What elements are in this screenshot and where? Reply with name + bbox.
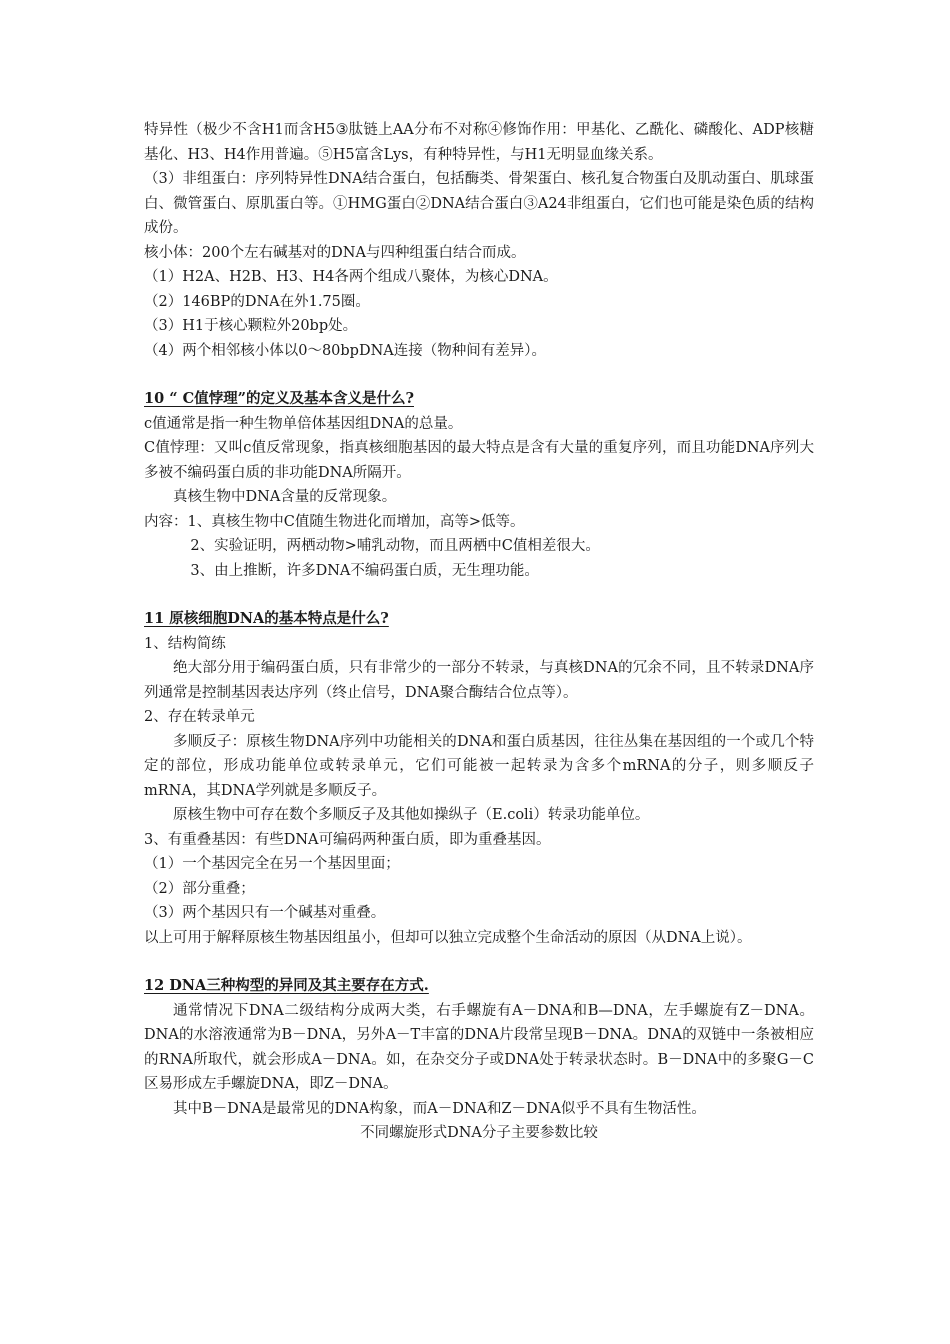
section-gap <box>144 583 814 607</box>
q10-paragraph: 内容：1、真核生物中C值随生物进化而增加，高等>低等。 <box>144 513 525 530</box>
q10-paragraph: C值悖理：又叫c值反常现象，指真核细胞基因的最大特点是含有大量的重复序列，而且功能DNA序列大多被不编码蛋白质的非功能DNA所隔开。 <box>144 440 814 481</box>
intro-line: （4）两个相邻核小体以0～80bpDNA连接（物种间有差异）。 <box>144 342 546 359</box>
q11-paragraph: 绝大部分用于编码蛋白质，只有非常少的一部分不转录，与真核DNA的冗余不同，且不转录DNA序列通常是控制基因表达序列（终止信号，DNA聚合酶结合位点等）。 <box>144 660 814 701</box>
q12-heading: 12 DNA三种构型的异同及其主要存在方式. <box>144 977 429 994</box>
intro-line: （2）146BP的DNA在外1.75圈。 <box>144 293 370 310</box>
q11-paragraph: 2、存在转录单元 <box>144 709 255 725</box>
q10-paragraph: c值通常是指一种生物单倍体基因组DNA的总量。 <box>144 415 463 432</box>
q11-paragraph: 1、结构简练 <box>144 635 226 652</box>
q11-paragraph: 以上可用于解释原核生物基因组虽小，但却可以独立完成整个生命活动的原因（从DNA上说）。 <box>144 929 752 946</box>
section-gap <box>144 363 814 387</box>
document-page <box>144 118 814 1146</box>
q11-paragraph: （2）部分重叠； <box>144 880 255 897</box>
intro-line: 核小体：200个左右碱基对的DNA与四种组蛋白结合而成。 <box>144 244 526 261</box>
q10-paragraph: 2、实验证明，两栖动物>哺乳动物，而且两栖中C值相差很大。 <box>190 538 600 554</box>
intro-line: （1）H2A、H2B、H3、H4各两个组成八聚体，为核心DNA。 <box>144 269 558 285</box>
q11-paragraph: 原核生物中可存在数个多顺反子及其他如操纵子（E.coli）转录功能单位。 <box>173 807 650 823</box>
intro-line: （3）H1于核心颗粒外20bp处。 <box>144 318 358 334</box>
q11-paragraph: （1）一个基因完全在另一个基因里面； <box>144 856 400 872</box>
q12-paragraph: 其中B－DNA是最常见的DNA构象，而A－DNA和Z－DNA似乎不具有生物活性。 <box>173 1100 706 1117</box>
intro-line: （3）非组蛋白：序列特异性DNA结合蛋白，包括酶类、骨架蛋白、核孔复合物蛋白及肌动蛋白、肌球蛋白、微管蛋白、原肌蛋白等。①HMG蛋白②DNA结合蛋白③A24非组蛋白，它们也可能是染色质的结构成份。 <box>144 171 814 236</box>
q11-paragraph: 多顺反子：原核生物DNA序列中功能相关的DNA和蛋白质基因，往往丛集在基因组的一个或几个特定的部位，形成功能单位或转录单元，它们可能被一起转录为含多个mRNA的分子，则多顺反子mRNA，其DNA学列就是多顺反子。 <box>144 733 814 799</box>
q10-paragraph: 真核生物中DNA含量的反常现象。 <box>173 489 397 505</box>
section-gap <box>144 950 814 974</box>
q12-paragraph: 通常情况下DNA二级结构分成两大类，右手螺旋有A－DNA和B—DNA，左手螺旋有Z－DNA。DNA的水溶液通常为B－DNA，另外A－T丰富的DNA片段常呈现B－DNA。DNA的双链中一条被相应的RNA所取代，就会形成A－DNA。如，在杂交分子或DNA处于转录状态时。B－DNA中的多聚G－C区易形成左手螺旋DNA，即Z－DNA。 <box>144 1002 814 1092</box>
intro-line: 特异性（极少不含H1而含H5③肽链上AA分布不对称④修饰作用：甲基化、乙酰化、磷酸化、ADP核糖基化、H3、H4作用普遍。⑤H5富含Lys，有种特异性，与H1无明显血缘关系。 <box>144 122 814 163</box>
q10-paragraph: 3、由上推断，许多DNA不编码蛋白质，无生理功能。 <box>190 562 539 579</box>
q11-heading: 11 原核细胞DNA的基本特点是什么? <box>144 610 389 627</box>
q10-heading: 10 “ C值悖理”的定义及基本含义是什么? <box>144 390 414 407</box>
table-caption: 不同螺旋形式DNA分子主要参数比较 <box>360 1125 598 1141</box>
q11-paragraph: （3）两个基因只有一个碱基对重叠。 <box>144 905 386 921</box>
q11-paragraph: 3、有重叠基因：有些DNA可编码两种蛋白质，即为重叠基因。 <box>144 831 551 848</box>
